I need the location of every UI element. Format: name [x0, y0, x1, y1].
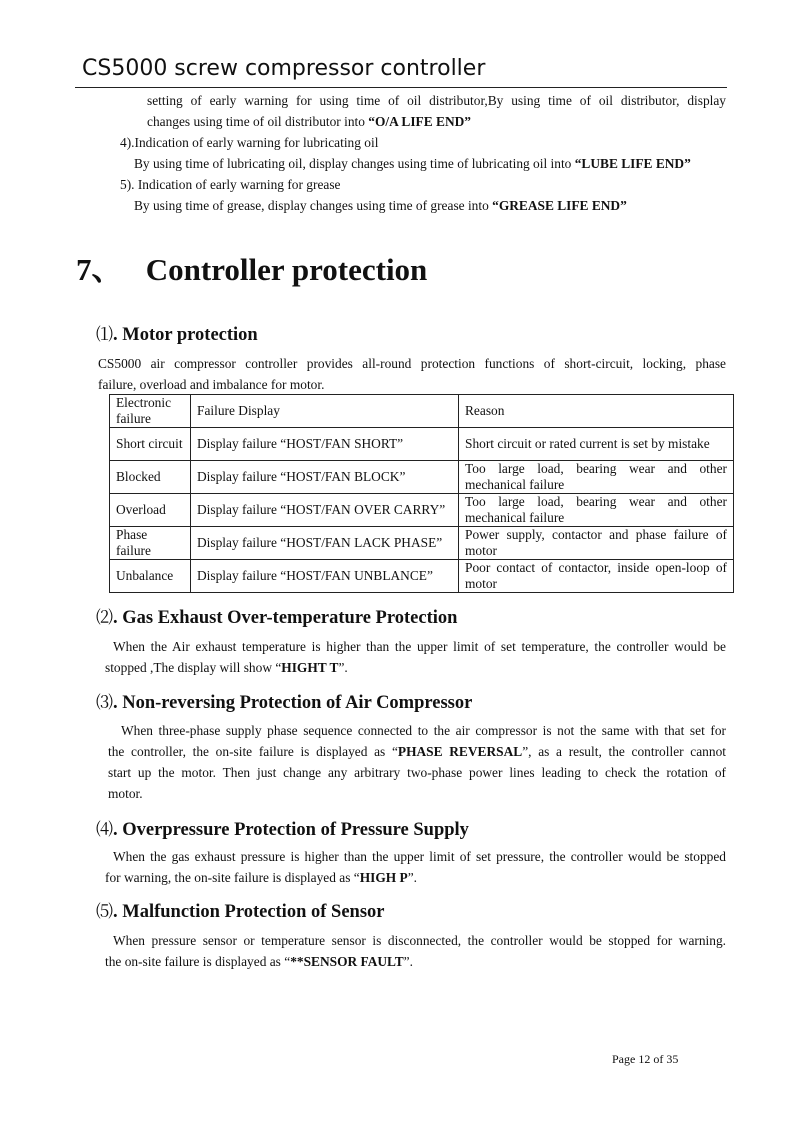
display-code: “LUBE LIFE END”: [574, 156, 691, 171]
overpressure-text-line2: [105, 867, 417, 888]
motor-protection-heading: [96, 320, 258, 346]
motor-protection-table: [109, 394, 734, 593]
non-reversing-text-line3: start up the motor. Then just change any arbitrary two-phase power lines leading to check the rotation of: [108, 765, 726, 780]
heading-number: ⑴: [96, 325, 113, 344]
text-span: changes using time of oil distributor into: [147, 114, 369, 129]
table-header-cell: Reason: [459, 395, 734, 428]
motor-desc-line2: failure, overload and imbalance for motor.: [98, 377, 325, 392]
non-reversing-heading: [96, 688, 472, 714]
gas-exhaust-text-line1: When the Air exhaust temperature is higher than the upper limit of set temperature, the controller would be: [113, 639, 726, 654]
table-cell: Unbalance: [110, 560, 191, 593]
heading-text: . Gas Exhaust Over-temperature Protection: [113, 608, 458, 628]
gas-exhaust-heading: [96, 603, 457, 629]
display-code: “O/A LIFE END”: [368, 114, 471, 129]
display-code: PHASE REVERSAL: [397, 744, 523, 759]
table-cell: Phase failure: [110, 527, 191, 560]
text-span: ”, as a result, the controller cannot: [522, 744, 726, 759]
overpressure-heading: [96, 815, 469, 841]
table-row: [110, 527, 734, 560]
table-row: [110, 494, 734, 527]
text-span: for warning, the on-site failure is displayed as “: [105, 870, 360, 885]
heading-text: . Malfunction Protection of Sensor: [113, 902, 385, 922]
table-cell: Poor contact of contactor, inside open-loop of motor: [459, 560, 734, 593]
heading-number: ⑵: [96, 608, 113, 627]
overpressure-text-line1: When the gas exhaust pressure is higher than the upper limit of set pressure, the controller would be stopped: [113, 849, 726, 864]
item5-title: 5). Indication of early warning for grease: [120, 177, 341, 192]
display-code: HIGHT T: [281, 660, 339, 675]
sensor-text-line1: When pressure sensor or temperature sensor is disconnected, the controller would be stopped for warning.: [113, 933, 726, 948]
text-span: By using time of grease, display changes using time of grease into: [134, 198, 493, 213]
sensor-heading: [96, 897, 384, 923]
text-span: ”.: [407, 870, 418, 885]
table-header-cell: Electronic failure: [110, 395, 191, 428]
heading-text: . Motor protection: [113, 325, 258, 345]
table-cell: Short circuit or rated current is set by mistake: [459, 428, 734, 461]
table-cell: Display failure “HOST/FAN BLOCK”: [191, 461, 459, 494]
item4-text: [134, 153, 691, 174]
display-code: “GREASE LIFE END”: [492, 198, 627, 213]
heading-number: ⑸: [96, 902, 113, 921]
oil-distributor-text-line2: [147, 111, 471, 132]
heading-number: ⑶: [96, 693, 113, 712]
page-number: Page 12 of 35: [612, 1052, 679, 1066]
table-row: [110, 461, 734, 494]
table-row: [110, 560, 734, 593]
heading-text: . Non-reversing Protection of Air Compressor: [113, 693, 473, 713]
table-header-row: [110, 395, 734, 428]
text-span: ”.: [403, 954, 413, 969]
table-row: [110, 428, 734, 461]
table-cell: Display failure “HOST/FAN SHORT”: [191, 428, 459, 461]
text-span: By using time of lubricating oil, display changes using time of lubricating oil into: [134, 156, 575, 171]
display-code: **SENSOR FAULT: [290, 954, 404, 969]
oil-distributor-text-line1: setting of early warning for using time of oil distributor,By using time of oil distributor, display: [147, 93, 726, 108]
text-span: the controller, the on-site failure is displayed as “: [108, 744, 398, 759]
table-cell: Too large load, bearing wear and other mechanical failure: [459, 461, 734, 494]
document-header-title: CS5000 screw compressor controller: [82, 56, 486, 81]
gas-exhaust-text-line2: [105, 657, 348, 678]
table-cell: Display failure “HOST/FAN UNBLANCE”: [191, 560, 459, 593]
display-code: HIGH P: [359, 870, 408, 885]
item4-title: 4).Indication of early warning for lubricating oil: [120, 135, 379, 150]
motor-desc-line1: CS5000 air compressor controller provides all-round protection functions of short-circuit, locking, phase: [98, 356, 726, 371]
non-reversing-text-line1: When three-phase supply phase sequence connected to the air compressor is not the same with that set for: [121, 723, 726, 738]
heading-text: . Overpressure Protection of Pressure Supply: [113, 820, 469, 840]
table-cell: Display failure “HOST/FAN OVER CARRY”: [191, 494, 459, 527]
non-reversing-text-line4: motor.: [108, 786, 143, 801]
table-cell: Display failure “HOST/FAN LACK PHASE”: [191, 527, 459, 560]
text-span: stopped ,The display will show “: [105, 660, 282, 675]
text-span: the on-site failure is displayed as “: [105, 954, 291, 969]
non-reversing-text-line2: [108, 741, 726, 762]
text-span: ”.: [338, 660, 348, 675]
table-cell: Short circuit: [110, 428, 191, 461]
heading-number: ⑷: [96, 820, 113, 839]
sensor-text-line2: [105, 951, 413, 972]
table-cell: Too large load, bearing wear and other mechanical failure: [459, 494, 734, 527]
table-cell: Overload: [110, 494, 191, 527]
section-heading: 7、 Controller protection: [76, 252, 428, 287]
table-cell: Blocked: [110, 461, 191, 494]
table-header-cell: Failure Display: [191, 395, 459, 428]
header-divider: [75, 87, 727, 88]
item5-text: [134, 195, 627, 216]
table-cell: Power supply, contactor and phase failure of motor: [459, 527, 734, 560]
